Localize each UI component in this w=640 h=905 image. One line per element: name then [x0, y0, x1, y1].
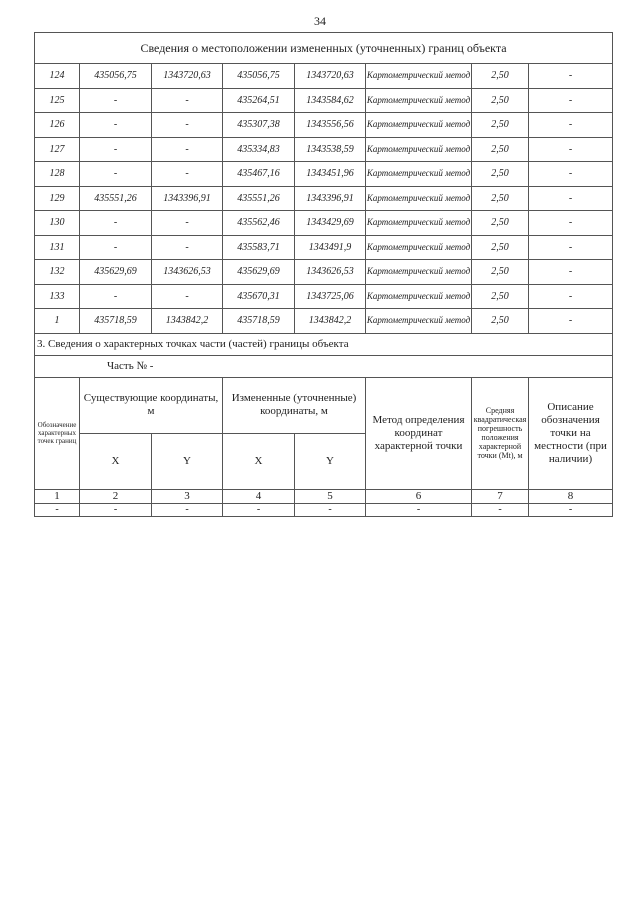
existing-x: - [80, 284, 152, 309]
existing-x: 435551,26 [80, 186, 152, 211]
existing-y: 1343842,2 [152, 309, 223, 334]
existing-y: - [152, 137, 223, 162]
error-cell: 2,50 [472, 284, 529, 309]
point-number: 133 [35, 284, 80, 309]
method-cell: Картометрический метод [366, 309, 472, 334]
changed-x: 435670,31 [223, 284, 295, 309]
existing-x: - [80, 113, 152, 138]
existing-y: 1343626,53 [152, 260, 223, 285]
empty-cell: - [35, 503, 80, 516]
changed-y: 1343396,91 [295, 186, 366, 211]
table-row [35, 88, 613, 113]
table-row [35, 309, 613, 334]
header-y1: Y [152, 433, 223, 489]
description-cell: - [529, 284, 613, 309]
existing-x: 435056,75 [80, 64, 152, 89]
error-cell: 2,50 [472, 162, 529, 187]
changed-y: 1343451,96 [295, 162, 366, 187]
changed-y: 1343538,59 [295, 137, 366, 162]
description-cell: - [529, 235, 613, 260]
point-number: 127 [35, 137, 80, 162]
error-cell: 2,50 [472, 64, 529, 89]
changed-x: 435562,46 [223, 211, 295, 236]
point-number: 129 [35, 186, 80, 211]
table-row [35, 284, 613, 309]
error-cell: 2,50 [472, 88, 529, 113]
point-number: 131 [35, 235, 80, 260]
table-row [35, 211, 613, 236]
column-number: 2 [80, 489, 152, 503]
error-cell: 2,50 [472, 235, 529, 260]
header-x2: X [223, 433, 295, 489]
existing-x: - [80, 137, 152, 162]
existing-y: - [152, 284, 223, 309]
description-cell: - [529, 211, 613, 236]
empty-cell: - [223, 503, 295, 516]
point-number: 126 [35, 113, 80, 138]
description-cell: - [529, 137, 613, 162]
boundary-table [34, 32, 613, 517]
empty-cell: - [529, 503, 613, 516]
table-row [35, 260, 613, 285]
column-number: 3 [152, 489, 223, 503]
changed-x: 435583,71 [223, 235, 295, 260]
error-cell: 2,50 [472, 211, 529, 236]
section-title: Сведения о местоположении измененных (уточненных) границ объекта [35, 33, 613, 64]
header-method: Метод определения координат характерной точки [366, 377, 472, 489]
existing-y: 1343396,91 [152, 186, 223, 211]
page-number: 34 [314, 14, 326, 28]
existing-x: - [80, 88, 152, 113]
table-row [35, 235, 613, 260]
changed-x: 435307,38 [223, 113, 295, 138]
existing-y: - [152, 162, 223, 187]
changed-x: 435629,69 [223, 260, 295, 285]
description-cell: - [529, 162, 613, 187]
method-cell: Картометрический метод [366, 64, 472, 89]
error-cell: 2,50 [472, 260, 529, 285]
table-row [35, 186, 613, 211]
changed-x: 435264,51 [223, 88, 295, 113]
empty-cell: - [80, 503, 152, 516]
description-cell: - [529, 113, 613, 138]
table-row [35, 64, 613, 89]
point-number: 1 [35, 309, 80, 334]
error-cell: 2,50 [472, 113, 529, 138]
point-number: 132 [35, 260, 80, 285]
header-description: Описание обозначения точки на местности (при наличии) [529, 377, 613, 489]
existing-y: - [152, 211, 223, 236]
description-cell: - [529, 186, 613, 211]
error-cell: 2,50 [472, 137, 529, 162]
description-cell: - [529, 88, 613, 113]
method-cell: Картометрический метод [366, 113, 472, 138]
method-cell: Картометрический метод [366, 186, 472, 211]
changed-x: 435056,75 [223, 64, 295, 89]
header-existing: Существующие координаты, м [80, 377, 223, 433]
existing-y: 1343720,63 [152, 64, 223, 89]
existing-x: - [80, 211, 152, 236]
changed-y: 1343556,56 [295, 113, 366, 138]
method-cell: Картометрический метод [366, 88, 472, 113]
existing-x: - [80, 235, 152, 260]
description-cell: - [529, 309, 613, 334]
column-number: 5 [295, 489, 366, 503]
changed-x: 435718,59 [223, 309, 295, 334]
part-label: Часть № - [35, 355, 613, 377]
column-numbers-row [35, 489, 613, 503]
method-cell: Картометрический метод [366, 235, 472, 260]
header-y2: Y [295, 433, 366, 489]
empty-cell: - [472, 503, 529, 516]
column-number: 4 [223, 489, 295, 503]
changed-y: 1343720,63 [295, 64, 366, 89]
method-cell: Картометрический метод [366, 137, 472, 162]
changed-y: 1343584,62 [295, 88, 366, 113]
header-error: Средняя квадратическая погрешность положения характерной точки (Mt), м [472, 377, 529, 489]
description-cell: - [529, 64, 613, 89]
method-cell: Картометрический метод [366, 211, 472, 236]
column-number: 7 [472, 489, 529, 503]
existing-x: 435718,59 [80, 309, 152, 334]
method-cell: Картометрический метод [366, 284, 472, 309]
changed-y: 1343725,06 [295, 284, 366, 309]
existing-y: - [152, 88, 223, 113]
section3-title: 3. Сведения о характерных точках части (частей) границы объекта [35, 333, 613, 355]
method-cell: Картометрический метод [366, 260, 472, 285]
point-number: 130 [35, 211, 80, 236]
method-cell: Картометрический метод [366, 162, 472, 187]
changed-x: 435551,26 [223, 186, 295, 211]
changed-y: 1343842,2 [295, 309, 366, 334]
point-number: 128 [35, 162, 80, 187]
empty-cell: - [152, 503, 223, 516]
description-cell: - [529, 260, 613, 285]
existing-y: - [152, 235, 223, 260]
column-number: 8 [529, 489, 613, 503]
point-number: 124 [35, 64, 80, 89]
point-number: 125 [35, 88, 80, 113]
existing-x: - [80, 162, 152, 187]
error-cell: 2,50 [472, 186, 529, 211]
existing-y: - [152, 113, 223, 138]
header-designation: Обозначение характерных точек границ [35, 377, 80, 489]
existing-x: 435629,69 [80, 260, 152, 285]
table-row [35, 137, 613, 162]
header-x1: X [80, 433, 152, 489]
changed-y: 1343429,69 [295, 211, 366, 236]
empty-cell: - [366, 503, 472, 516]
table-row [35, 113, 613, 138]
error-cell: 2,50 [472, 309, 529, 334]
changed-x: 435467,16 [223, 162, 295, 187]
column-number: 1 [35, 489, 80, 503]
header-changed: Измененные (уточненные) координаты, м [223, 377, 366, 433]
empty-cell: - [295, 503, 366, 516]
changed-y: 1343626,53 [295, 260, 366, 285]
column-number: 6 [366, 489, 472, 503]
changed-x: 435334,83 [223, 137, 295, 162]
table-row [35, 162, 613, 187]
empty-data-row [35, 503, 613, 516]
changed-y: 1343491,9 [295, 235, 366, 260]
